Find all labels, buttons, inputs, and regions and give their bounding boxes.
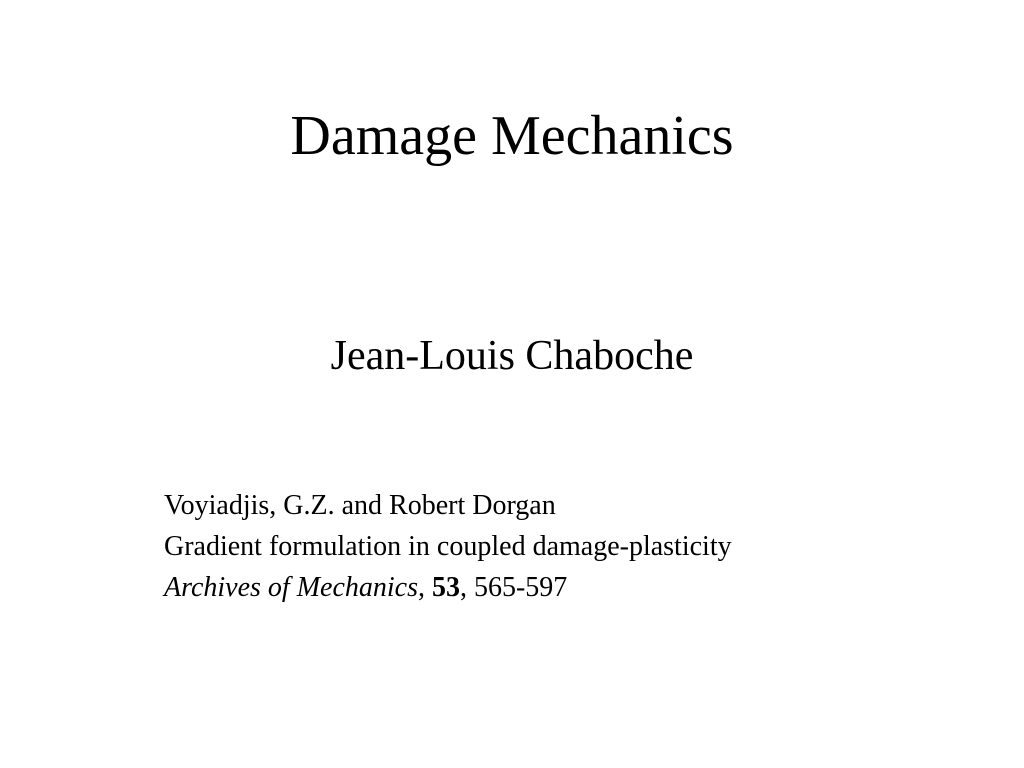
reference-authors: Voyiadjis, G.Z. and Robert Dorgan xyxy=(164,490,556,521)
reference-separator-2: , xyxy=(459,572,474,603)
reference-pages: 565-597 xyxy=(473,572,568,603)
reference-citation xyxy=(164,567,924,608)
reference-article-title: Gradient formulation in coupled damage-plasticity xyxy=(164,531,732,562)
slide-title: Damage Mechanics xyxy=(290,105,734,167)
reference-journal: Archives of Mechanics xyxy=(164,572,418,603)
reference-block xyxy=(164,485,924,608)
reference-separator-1: , xyxy=(417,572,432,603)
author-name: Jean-Louis Chaboche xyxy=(330,333,694,379)
reference-volume: 53 xyxy=(431,572,460,603)
